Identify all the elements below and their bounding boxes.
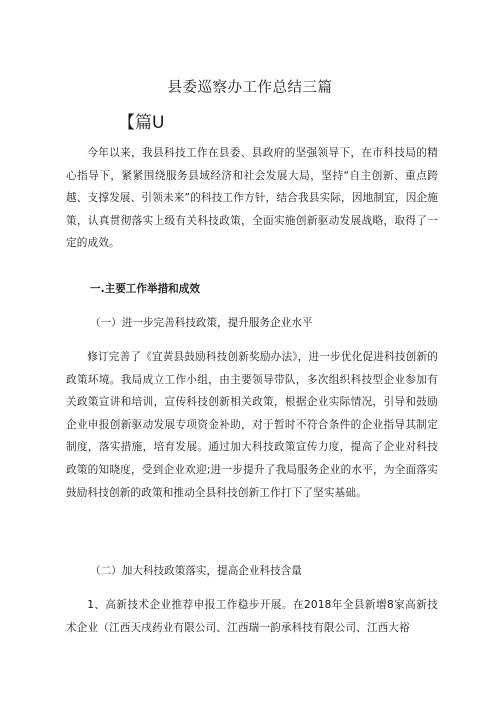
intro-paragraph: 今年以来，我县科技工作在县委、县政府的坚强领导下，在市科技局的精心指导下，紧紧围绕服务县域经济和社会发展大局，坚持“自主创新、重点跨越、支撑发展、引领未来”的科技工作方针，结合我县实际，因地制宜，因企施策，认真贯彻落实上级有关科技政策，全面实施创新驱动发展战略，取得了一定的成效。 [66,147,438,250]
body-paragraph-2: 1、高新技术企业推荐申报工作稳步开展。在2018年全县新增8家高新技术企业（江西天戌药业有限公司、江西瑞一韵承科技有限公司、江西大裕 [66,599,438,634]
section-heading: 一.主要工作举措和成效 [90,283,200,295]
document-title: 县委巡察办工作总结三篇 [167,80,333,96]
subsection-heading-1: （一）进一步完善科技政策，提升服务企业水平 [90,317,313,329]
section-tag: 【篇U [118,113,165,133]
subsection-heading-2: （二）加大科技政策落实，提高企业科技含量 [90,565,302,577]
body-paragraph-1: 修订完善了《宜黄县鼓励科技创新奖励办法》，进一步优化促进科技创新的政策环境。我局成立工作小组，由主要领导带队，多次组织科技型企业参加有关政策宣讲和培训，宣传科技创新相关政策，根据企业实际情况，引导和鼓励企业申报创新驱动发展专项资金补助，对于暂时不符合条件的企业指导其制定制度，落实措施，培育发展。通过加大科技政策宣传力度，提高了企业对科技政策的知晓度，受到企业欢迎;进一步提升了我局服务企业的水平，为全面落实鼓励科技创新的政策和推动全县科技创新工作打下了坚实基础。 [66,351,438,499]
